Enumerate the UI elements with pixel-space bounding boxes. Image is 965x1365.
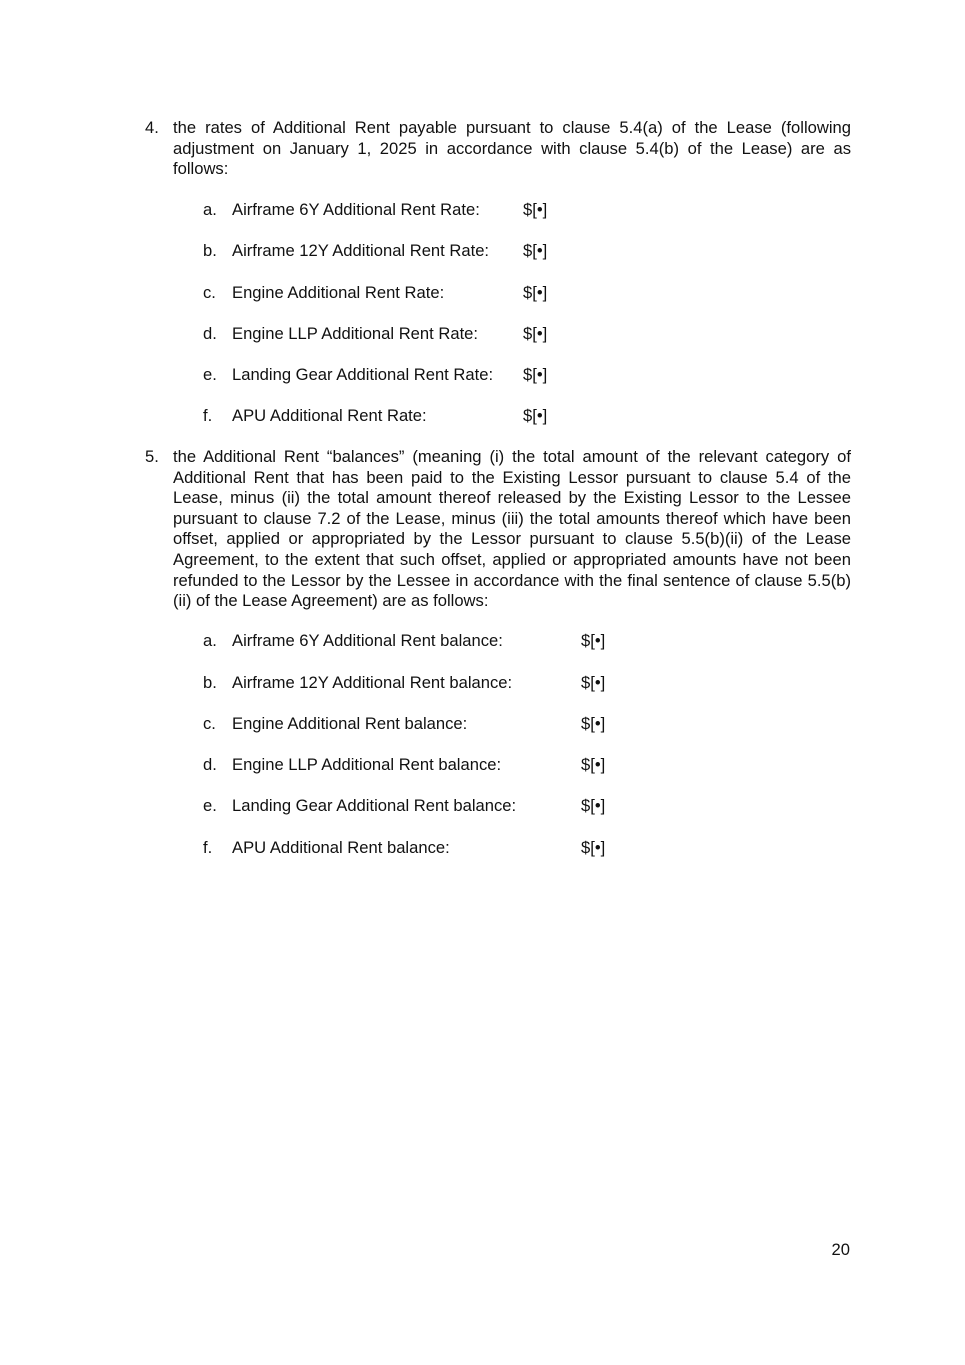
item-number: 4. <box>145 118 159 137</box>
row-value: $[•] <box>523 283 548 302</box>
row-label: Airframe 12Y Additional Rent balance: <box>232 673 513 692</box>
row-letter: d. <box>203 755 217 774</box>
row-label: Landing Gear Additional Rent Rate: <box>232 365 494 384</box>
row-letter: f. <box>203 406 213 425</box>
row-value: $[•] <box>523 241 548 260</box>
item-text: the Additional Rent “balances” (meaning (i) the total amount of the relevant category of Additional Rent that has been paid to the Existing Lessor pursuant to clause 5.4 of the Lease, minus (ii) the total amount thereof released by the Existing Lessor to the Lessee pursuant to clause 7.2 of the Lease, minus (iii) the total amounts thereof which have been offset, applied or appropriated by the Lessor pursuant to clause 5.5(b)(ii) of the Lease Agreement, to the extent that such offset, applied or appropriated amounts have not been refunded to the Lessor by the Lessee in accordance with the final sentence of clause 5.5(b)(ii) of the Lease Agreement) are as follows: <box>173 447 851 611</box>
row-value: $[•] <box>523 324 548 343</box>
row-letter: d. <box>203 324 217 343</box>
item-text: the rates of Additional Rent payable pursuant to clause 5.4(a) of the Lease (following adjustment on January 1, 2025 in accordance with clause 5.4(b) of the Lease) are as follows: <box>173 118 851 179</box>
clause-item-5 <box>145 447 851 612</box>
row-label: APU Additional Rent balance: <box>232 838 450 857</box>
row-label: APU Additional Rent Rate: <box>232 406 427 425</box>
row-value: $[•] <box>523 365 548 384</box>
row-label: Engine Additional Rent balance: <box>232 714 468 733</box>
row-label: Engine Additional Rent Rate: <box>232 283 445 302</box>
row-label: Landing Gear Additional Rent balance: <box>232 796 517 815</box>
row-label: Engine LLP Additional Rent Rate: <box>232 324 479 343</box>
row-value: $[•] <box>523 200 548 219</box>
row-letter: a. <box>203 200 217 219</box>
row-value: $[•] <box>581 714 606 733</box>
row-value: $[•] <box>581 673 606 692</box>
row-value: $[•] <box>581 838 606 857</box>
row-letter: c. <box>203 714 216 733</box>
row-label: Airframe 6Y Additional Rent balance: <box>232 631 503 650</box>
row-letter: e. <box>203 365 217 384</box>
page-number: 20 <box>831 1240 850 1259</box>
item-number: 5. <box>145 447 159 466</box>
row-label: Airframe 6Y Additional Rent Rate: <box>232 200 480 219</box>
row-letter: b. <box>203 241 217 260</box>
row-letter: a. <box>203 631 217 650</box>
row-value: $[•] <box>581 631 606 650</box>
row-letter: e. <box>203 796 217 815</box>
row-letter: b. <box>203 673 217 692</box>
row-value: $[•] <box>523 406 548 425</box>
row-letter: c. <box>203 283 216 302</box>
row-letter: f. <box>203 838 213 857</box>
row-label: Engine LLP Additional Rent balance: <box>232 755 502 774</box>
clause-item-4 <box>145 118 851 180</box>
row-label: Airframe 12Y Additional Rent Rate: <box>232 241 490 260</box>
row-value: $[•] <box>581 796 606 815</box>
row-value: $[•] <box>581 755 606 774</box>
